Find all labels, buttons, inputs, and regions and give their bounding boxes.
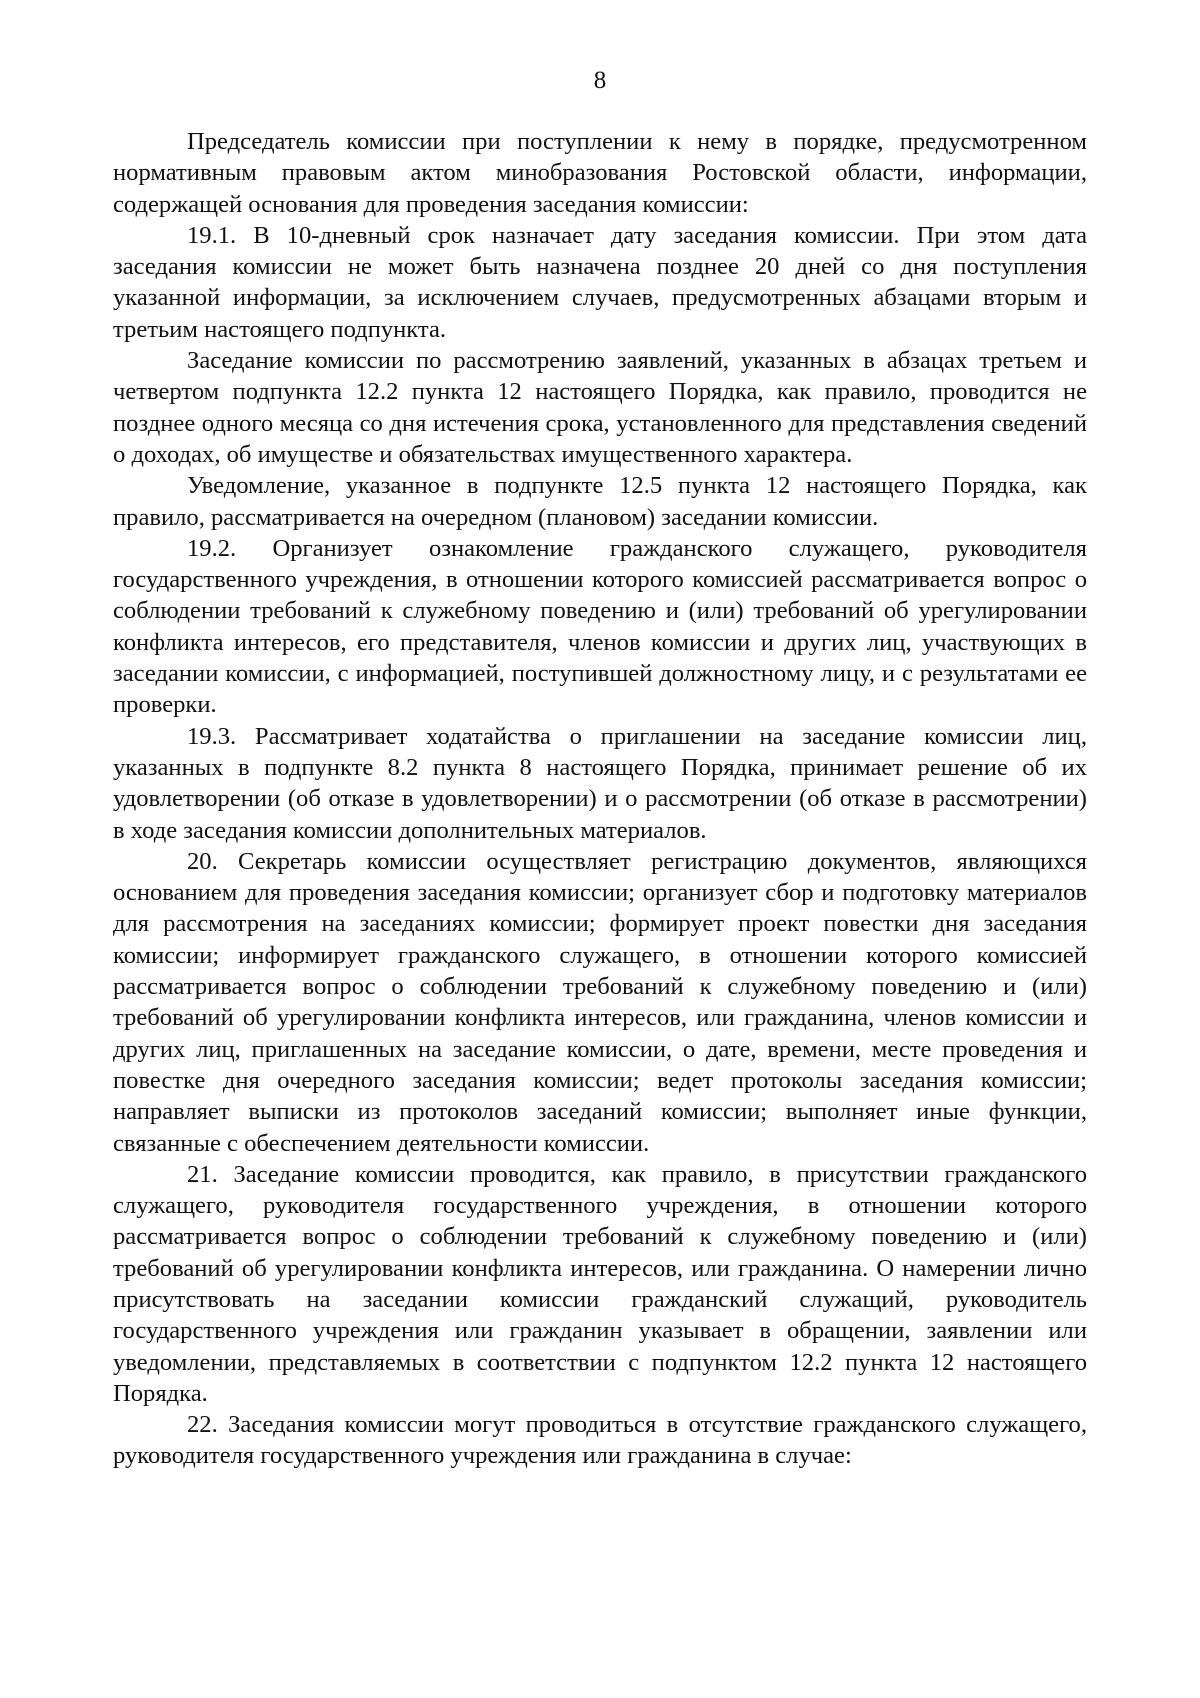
paragraph-19-2: 19.2. Организует ознакомление гражданского служащего, руководителя государственного учреждения, в отношении которого комиссией рассматривается вопрос о соблюдении требований к служебному поведению и (или) требований об урегулировании конфликта интересов, его представителя, членов комиссии и других лиц, участвующих в заседании комиссии, с информацией, поступившей должностному лицу, и с результатами ее проверки.	[113, 534, 1087, 719]
paragraph-21: 21. Заседание комиссии проводится, как правило, в присутствии гражданского служащего, руководителя государственного учреждения, в отношении которого рассматривается вопрос о соблюдении требований к служебному поведению и (или) требований об урегулировании конфликта интересов, или гражданина. О намерении лично присутствовать на заседании комиссии гражданский служащий, руководитель государственного учреждения или гражданин указывает в обращении, заявлении или уведомлении, представляемых в соответствии с подпунктом 12.2 пункта 12 настоящего Порядка.	[113, 1160, 1087, 1407]
paragraph-19-1-notification: Уведомление, указанное в подпункте 12.5 пункта 12 настоящего Порядка, как правило, рассматривается на очередном (плановом) заседании комиссии.	[113, 472, 1087, 531]
paragraph-19-1-meeting-schedule: Заседание комиссии по рассмотрению заявлений, указанных в абзацах третьем и четвертом подпункта 12.2 пункта 12 настоящего Порядка, как правило, проводится не позднее одного месяца со дня истечения срока, установленного для представления сведений о доходах, об имуществе и обязательствах имущественного характера.	[113, 347, 1087, 468]
paragraph-22: 22. Заседания комиссии могут проводиться в отсутствие гражданского служащего, руководителя государственного учреждения или гражданина в случае:	[113, 1411, 1087, 1470]
document-body	[113, 126, 1087, 1472]
page-number: 8	[593, 67, 607, 94]
paragraph-19-1: 19.1. В 10-дневный срок назначает дату заседания комиссии. При этом дата заседания комиссии не может быть назначена позднее 20 дней со дня поступления указанной информации, за исключением случаев, предусмотренных абзацами вторым и третьим настоящего подпункта.	[113, 221, 1087, 343]
paragraph-19-3: 19.3. Рассматривает ходатайства о приглашении на заседание комиссии лиц, указанных в подпункте 8.2 пункта 8 настоящего Порядка, принимает решение об их удовлетворении (об отказе в удовлетворении) и о рассмотрении (об отказе в рассмотрении) в ходе заседания комиссии дополнительных материалов.	[113, 722, 1087, 844]
paragraph-20: 20. Секретарь комиссии осуществляет регистрацию документов, являющихся основанием для проведения заседания комиссии; организует сбор и подготовку материалов для рассмотрения на заседаниях комиссии; формирует проект повестки дня заседания комиссии; информирует гражданского служащего, в отношении которого комиссией рассматривается вопрос о соблюдении требований к служебному поведению и (или) требований об урегулировании конфликта интересов, или гражданина, членов комиссии и других лиц, приглашенных на заседание комиссии, о дате, времени, месте проведения и повестке дня очередного заседания комиссии; ведет протоколы заседания комиссии; направляет выписки из протоколов заседаний комиссии; выполняет иные функции, связанные с обеспечением деятельности комиссии.	[113, 847, 1087, 1157]
paragraph-chairman-intro: Председатель комиссии при поступлении к нему в порядке, предусмотренном нормативным правовым актом минобразования Ростовской области, информации, содержащей основания для проведения заседания комиссии:	[113, 128, 1087, 218]
